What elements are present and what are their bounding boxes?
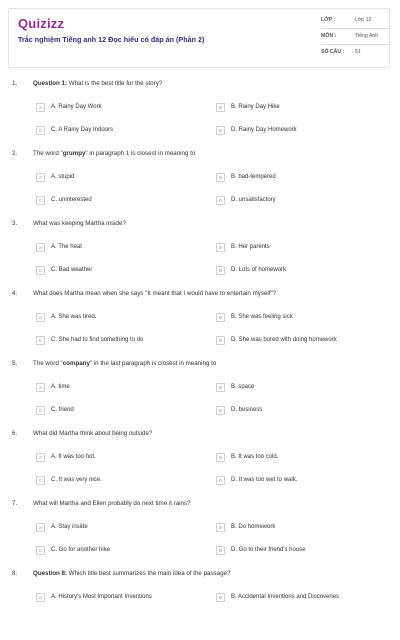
meta-grade-value: Lớp 12 (355, 17, 372, 23)
option-text: B. It was too cold. (231, 454, 279, 460)
option-letter-box: A (36, 593, 45, 602)
option-letter-box: C (36, 126, 45, 135)
option-text: B. Accidental Inventions and Discoveries (231, 594, 340, 600)
option-text: A. The heat (51, 244, 82, 250)
option-text: A. She was tired. (51, 314, 97, 320)
question-text-post: " in the last paragraph is closest in meaning to (89, 360, 217, 367)
question-text-prefix: Question 8: (33, 570, 68, 577)
option-letter-box: B (216, 593, 225, 602)
option-letter-box: A (36, 383, 45, 392)
worksheet-header (8, 8, 390, 68)
option-letter-box: C (36, 476, 45, 485)
option-letter-box: B (216, 103, 225, 112)
question-text-pre: What will Martha and Ellen probably do next time it rains? (33, 500, 191, 507)
question-text-pre: What was keeping Martha inside? (33, 220, 126, 227)
quizizz-logo: Quizizz (18, 16, 65, 31)
option-text: C. She had to find something to do (51, 337, 144, 343)
option-text: B. bad-tempered (231, 174, 276, 180)
question-item (0, 570, 400, 640)
question-number: 2. (12, 150, 18, 157)
question-text (33, 80, 162, 87)
option-text: B. She was feeling sick (231, 314, 293, 320)
question-text (33, 220, 126, 227)
option-letter-box: A (36, 523, 45, 532)
meta-grade (321, 17, 371, 23)
option-letter-box: A (36, 453, 45, 462)
option-letter-box: C (36, 266, 45, 275)
question-text-pre: The word " (33, 360, 63, 367)
question-text-pre: Which title best summarizes the main idea of the passage? (67, 570, 231, 577)
question-text-pre: What does Martha mean when she says "It meant that I would have to entertain myself"? (33, 290, 277, 297)
question-number: 1. (12, 80, 18, 87)
option-text: B. Her parents (231, 244, 270, 250)
question-number: 7. (12, 500, 18, 507)
option-text: A. History's Most Important Inventions (51, 594, 152, 600)
option-text: B. Do homework (231, 524, 276, 530)
question-number: 5. (12, 360, 18, 367)
option-text: D. It was too wet to walk. (231, 477, 298, 483)
question-text (33, 500, 191, 507)
option-text: D. Rainy Day Homework (231, 127, 297, 133)
meta-subject-label: MÔN : (321, 33, 337, 39)
option-letter-box: D (216, 126, 225, 135)
question-item (0, 150, 400, 220)
meta-divider (321, 28, 389, 29)
question-item (0, 500, 400, 570)
option-letter-box: D (216, 476, 225, 485)
option-letter-box: D (216, 336, 225, 345)
option-letter-box: D (216, 196, 225, 205)
option-text: D. business (231, 407, 263, 413)
question-number: 6. (12, 430, 18, 437)
option-text: C. Go for another hike (51, 547, 111, 553)
meta-divider (321, 44, 389, 45)
option-letter-box: C (36, 196, 45, 205)
meta-grade-label: LỚP : (321, 17, 336, 23)
option-letter-box: A (36, 173, 45, 182)
option-letter-box: B (216, 313, 225, 322)
question-text (33, 290, 276, 297)
option-text: C. It was very nice. (51, 477, 102, 483)
option-text: B. space (231, 384, 255, 390)
option-letter-box: D (216, 406, 225, 415)
option-text: A. It was too hot. (51, 454, 96, 460)
option-text: A. time (51, 384, 70, 390)
question-text (33, 570, 230, 577)
option-text: C. Bad weather (51, 267, 93, 273)
question-text (33, 430, 152, 437)
question-item (0, 290, 400, 360)
option-text: C. uninterested (51, 197, 92, 203)
option-text: D. Lots of homework (231, 267, 287, 273)
option-letter-box: A (36, 313, 45, 322)
question-number: 3. (12, 220, 18, 227)
option-letter-box: D (216, 266, 225, 275)
option-letter-box: B (216, 453, 225, 462)
meta-count-value: 51 (355, 49, 361, 55)
meta-count (321, 49, 361, 55)
question-text-post: " in paragraph 1 is closest in meaning to (85, 150, 196, 157)
option-text: D. unsatisfactory (231, 197, 276, 203)
question-text-prefix: Question 1: (33, 80, 68, 87)
question-text-pre: The word " (33, 150, 63, 157)
meta-count-label: SỐ CÂU : (321, 49, 345, 55)
option-text: D. She was bored with doing homework (231, 337, 337, 343)
option-text: A. Stay inside (51, 524, 88, 530)
question-item (0, 80, 400, 150)
question-text (33, 150, 195, 157)
question-item (0, 220, 400, 290)
question-number: 8. (12, 570, 18, 577)
option-text: A. Rainy Day Work (51, 104, 102, 110)
option-letter-box: B (216, 173, 225, 182)
question-text-pre: What did Martha think about being outside? (33, 430, 153, 437)
option-text: A. stupid (51, 174, 75, 180)
option-letter-box: B (216, 523, 225, 532)
worksheet-title: Trắc nghiệm Tiếng anh 12 Đọc hiểu có đáp án (Phần 2) (18, 35, 205, 44)
question-text-bold: company (62, 360, 90, 367)
meta-subject-value: Tiếng Anh (355, 33, 379, 39)
option-letter-box: A (36, 243, 45, 252)
question-text-bold: grumpy (62, 150, 86, 157)
question-number: 4. (12, 290, 18, 297)
option-letter-box: A (36, 103, 45, 112)
question-text-pre: What is the best title for the story? (67, 80, 163, 87)
meta-subject (321, 33, 378, 39)
question-item (0, 430, 400, 500)
question-text (33, 360, 216, 367)
option-text: D. Go to their friend's house (231, 547, 306, 553)
option-letter-box: C (36, 546, 45, 555)
option-text: B. Rainy Day Hike (231, 104, 280, 110)
question-item (0, 360, 400, 430)
option-letter-box: C (36, 406, 45, 415)
option-letter-box: B (216, 383, 225, 392)
option-letter-box: D (216, 546, 225, 555)
option-letter-box: B (216, 243, 225, 252)
option-letter-box: C (36, 336, 45, 345)
option-text: C. A Rainy Day Indoors (51, 127, 114, 133)
option-text: C. friend (51, 407, 74, 413)
